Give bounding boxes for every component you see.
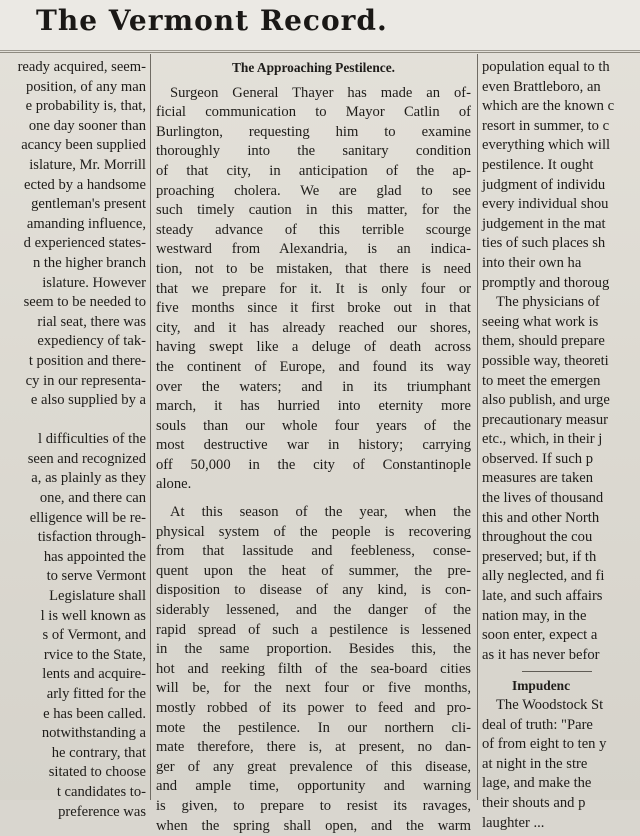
right-paragraph-3: [482, 696, 640, 833]
left-column-line: rvice to the State,: [43, 646, 146, 663]
right-column-line: to meet the emergen: [482, 372, 601, 389]
right-column-line: everything which will: [482, 137, 611, 154]
right-column-line: as it has never befor: [482, 646, 600, 663]
right-column-line: the lives of thousand: [482, 490, 604, 507]
column-rule-left: [150, 54, 151, 800]
left-column-line: arly fitted for the: [46, 686, 146, 702]
right-column-line: nation may, in the: [482, 607, 587, 624]
article-line: that we prepare for it. It is only four or: [156, 280, 471, 297]
article-line: hot and reeking filth of the sea-board cities: [156, 660, 471, 677]
article-line: tion, not to be mistaken, that there is need: [156, 260, 471, 277]
left-column-line: amanding influence,: [26, 215, 146, 232]
paragraph-gap: [156, 495, 471, 503]
right-column-line: into their own ha: [482, 254, 582, 271]
article-line: siderably lessened, and the danger of the: [156, 602, 471, 619]
left-column-line: lents and acquire-: [42, 666, 146, 683]
right-column-line: precautionary measur: [482, 411, 609, 428]
left-column-line: ected by a handsome: [24, 176, 146, 193]
left-column-line: preference was: [58, 803, 146, 820]
article-line: mote the pestilence. In our northern cli-: [156, 719, 471, 736]
left-column-line: expediency of tak-: [37, 333, 146, 350]
article-line: ficial communication to Mayor Catlin of: [156, 104, 471, 121]
article-headline: The Approaching Pestilence.: [231, 60, 396, 75]
right-column-line: population equal to th: [482, 59, 610, 75]
article-line: westward from Alexandria, is an indica-: [156, 241, 471, 258]
article-line: city, and it has already reached our shores,: [156, 319, 471, 336]
right-column-line: ally neglected, and fi: [482, 568, 605, 585]
left-column-line: a, as plainly as they: [31, 470, 146, 487]
masthead: [0, 0, 640, 51]
article-line: when the spring shall open, and the warm: [156, 817, 471, 834]
right-column-line: throughout the cou: [482, 529, 593, 546]
article-line: disposition to disease of any kind, is con-: [156, 582, 471, 599]
left-column-line: islature. However: [42, 274, 146, 291]
section-divider: [522, 671, 592, 672]
left-column: [0, 58, 146, 820]
left-column-line: ready acquired, seem-: [17, 59, 146, 75]
right-column-line: pestilence. It ought: [482, 156, 594, 173]
left-column-line: l difficulties of the: [38, 431, 146, 448]
left-column-line: n the higher branch: [32, 254, 146, 271]
left-column-line: tisfaction through-: [37, 529, 146, 546]
left-column-line: notwithstanding a: [41, 725, 146, 742]
article-paragraph-1: [156, 84, 471, 495]
article-paragraph-2: [156, 503, 471, 836]
left-column-line: rial seat, there was: [37, 313, 146, 330]
right-column-line: every individual shou: [482, 196, 609, 213]
article-line: rapid spread of such a pestilence is lessened: [156, 621, 471, 638]
left-column-line: l is well known as: [40, 607, 146, 624]
left-column-line: Legislature shall: [49, 588, 146, 605]
left-column-line: elligence will be re-: [29, 509, 146, 526]
left-column-line: one day sooner than: [28, 117, 146, 134]
left-column-line: e also supplied by a: [30, 392, 146, 409]
right-column-line: at night in the stre: [482, 755, 588, 772]
left-column-line: t candidates to-: [56, 783, 146, 800]
left-column-line: s of Vermont, and: [42, 627, 146, 644]
left-column-line: e has been called.: [43, 705, 146, 722]
right-column-line: of from eight to ten y: [482, 736, 607, 753]
article-line: most destructive war in history; carrying: [156, 437, 471, 454]
right-column-line: this and other North: [482, 509, 600, 526]
right-column-line: promptly and thoroug: [482, 274, 610, 291]
left-column-line: sitated to choose: [48, 764, 146, 781]
left-column-line: he contrary, that: [51, 744, 146, 761]
left-column-line: islature, Mr. Morrill: [29, 156, 146, 173]
article-line: in the same proportion. Besides this, the: [156, 641, 471, 658]
article-line: over the waters; and in its triumphant: [156, 378, 471, 395]
right-column-line: seeing what work is: [482, 313, 599, 330]
article-line: steady advance of this terrible scourge: [156, 221, 471, 238]
column-rule-right: [477, 54, 478, 800]
article-line: proaching cholera. We are glad to see: [156, 182, 471, 199]
article-line: mate therefore, there is, at present, no dan-: [156, 739, 471, 756]
right-column-line: laughter ...: [482, 814, 545, 831]
left-column-line: one, and there can: [39, 490, 146, 507]
right-column-line: ties of such places sh: [482, 235, 606, 252]
article-line: such timely caution in this matter, for the: [156, 202, 471, 219]
right-column-line: soon enter, expect a: [482, 627, 598, 644]
article-line: quent upon the heat of summer, the pre-: [156, 562, 471, 579]
left-column-line: to serve Vermont: [46, 568, 146, 585]
article-line: will be, for the next four or five months,: [156, 680, 471, 697]
right-paragraph-2: [482, 293, 640, 665]
right-column-line: resort in summer, to c: [482, 117, 610, 134]
right-column-line: The Woodstock St: [496, 697, 604, 713]
right-column-line: deal of truth: "Pare: [482, 716, 593, 733]
left-column-line: seem to be needed to: [23, 294, 146, 311]
right-column-line: late, and such affairs: [482, 588, 603, 605]
right-column-line: their shouts and p: [482, 794, 586, 811]
article-line: At this season of the year, when the: [170, 504, 471, 521]
article-line: mostly robbed of its power to feed and pro-: [156, 700, 471, 716]
article-line: ger of any great prevalence of this disease,: [156, 758, 471, 775]
article-line: Burlington, requesting him to examine: [156, 123, 471, 140]
right-column-line: judgement in the mat: [482, 215, 606, 232]
left-column-line: [0, 411, 146, 431]
article-line: the continent of Europe, and found its way: [156, 358, 471, 375]
left-column-line: cy in our representa-: [25, 372, 146, 389]
article-line: five months since it first broke out in that: [156, 300, 471, 317]
right-column-line: observed. If such p: [482, 450, 594, 467]
article-line: Surgeon General Thayer has made an of-: [170, 84, 471, 101]
left-column-line: seen and recognized: [27, 450, 146, 467]
right-column-line: lage, and make the: [482, 775, 592, 792]
left-column-line: has appointed the: [43, 548, 146, 565]
article-line: is given, to prepare to resist its ravages,: [156, 797, 471, 814]
article-line: off 50,000 in the city of Constantinople: [156, 456, 471, 473]
right-column-line: The physicians of: [496, 294, 600, 311]
article-line: thoroughly into the sanitary condition: [156, 143, 471, 160]
right-column: [482, 58, 640, 831]
right-column-line: judgment of individu: [482, 176, 606, 193]
right-column-line: which are the known c: [482, 98, 615, 115]
right-subhead: Impudenc: [512, 678, 571, 694]
left-column-line: t position and there-: [28, 352, 146, 369]
left-column-line: position, of any man: [26, 78, 146, 95]
right-column-line: them, should prepare: [482, 333, 605, 350]
masthead-rule: [0, 52, 640, 53]
right-column-line: measures are taken: [482, 470, 594, 487]
left-column-line: acancy been supplied: [21, 137, 146, 154]
article-line: having swept like a deluge of death across: [156, 339, 471, 356]
article-line: and ample time, opportunity and warning: [156, 778, 471, 795]
article-line: alone.: [156, 476, 192, 493]
right-column-line: etc., which, in their j: [482, 431, 603, 448]
article-line: souls than our whole four years of the: [156, 417, 471, 434]
masthead-title: The Vermont Record.: [36, 4, 388, 37]
left-column-line: d experienced states-: [23, 235, 146, 252]
left-column-line: gentleman's present: [31, 196, 146, 213]
right-column-line: even Brattleboro, an: [482, 78, 601, 95]
right-column-line: preserved; but, if th: [482, 548, 597, 565]
article-column: [156, 58, 471, 834]
article-line: from that lassitude and feebleness, conse-: [156, 543, 471, 560]
right-column-line: possible way, theoreti: [482, 352, 609, 369]
left-column-line: e probability is, that,: [25, 98, 146, 115]
article-line: march, it has hurried into eternity more: [156, 398, 471, 415]
article-line: of that city, in anticipation of the ap-: [156, 162, 471, 179]
article-line: physical system of the people is recovering: [156, 523, 471, 540]
right-paragraph-1: [482, 58, 640, 293]
right-column-line: also publish, and urge: [482, 392, 610, 409]
